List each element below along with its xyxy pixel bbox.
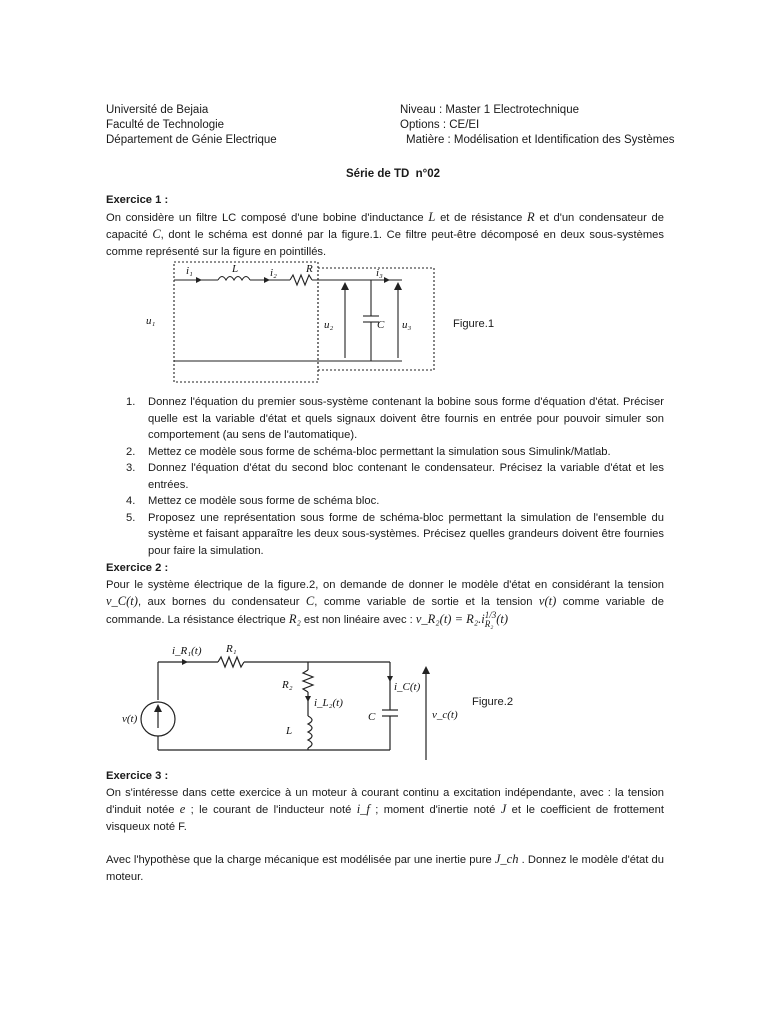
exercise-3 [106,768,664,885]
label-vc: v_c(t) [432,709,458,721]
exercise-2-heading: Exercice 2 : [106,562,169,574]
nonlinear-formula: v_R₂(t) = R₂.i 1/3 R₂ (t) [415,609,509,629]
label-i2: i₂ [270,267,277,279]
page-title: Série de TD n°02 [346,168,441,180]
exercise-1-questions [126,394,664,559]
label-C: C [368,711,376,723]
university-name: Université de Bejaia [106,104,209,116]
level-line: Niveau : Master 1 Electrotechnique [400,104,579,116]
exercise-3-heading: Exercice 3 : [106,770,169,782]
resistor-R2 [303,670,313,692]
label-u3: u₃ [402,319,412,331]
label-iC: i_C(t) [394,681,421,693]
figure-1-caption: Figure.1 [453,318,495,330]
resistor-R [290,275,312,285]
label-R: R [306,263,313,275]
label-iR1: i_R₁(t) [172,645,202,657]
label-R1: R₁ [226,643,237,655]
label-v: v(t) [122,713,138,725]
figure-1-circuit [140,258,450,386]
label-i3: i₃ [376,267,383,279]
label-i1: i₁ [186,265,193,277]
question-2: 2. Mettez ce modèle sous forme de schéma-bloc permettant la simulation sous Simulink/Matlab. [126,445,611,458]
label-u1: u₁ [146,315,156,327]
figure-2-caption: Figure.2 [472,696,514,708]
label-iL2: i_L₂(t) [314,697,343,709]
options-line: Options : CE/EI [400,119,480,131]
resistor-R1 [218,657,244,667]
exercise-2 [106,560,664,629]
label-L: L [286,725,293,737]
department-name: Département de Génie Electrique [106,134,277,146]
question-4: 4. Mettez ce modèle sous forme de schéma bloc. [126,495,380,507]
question-5: 5. Proposez une représentation sous forme de schéma-bloc permettant la simulation de l'ensemble du système et faisant apparaître les deux sous-systèmes. Précisez quelles grandeurs doivent être fournies pour faire la simulation. [126,511,664,557]
exercise-2-text: Pour le système électrique de la figure.2, on demande de donner le modèle d'état en considérant la tension v_C(t), aux bornes du condensateur C, comme variable de sortie et la tension v(t) comme variable de commande. La résistance électrique R₂ est non linéaire avec : v_R₂(t) = R₂.i 1/3 R₂ (t) [106,578,664,629]
question-3: 3. Donnez l'équation d'état du second bloc contenant le condensateur. Précisez la variable d'état et les entrées. [126,462,664,491]
subsystem-2-box [318,268,434,370]
exercise-1-intro: On considère un filtre LC composé d'une bobine d'inductance L et de résistance R et d'un condensateur de capacité C, dont le schéma est donné par la figure.1. Ce filtre peut-être décomposé en deux sous-systèmes comme représenté sur la figure en pointillés. [106,209,664,258]
exercise-1-heading: Exercice 1 : [106,194,169,206]
exercise-1 [106,192,664,260]
figure-2-circuit [122,640,468,768]
header-left [106,103,376,148]
inductor-L [218,277,250,281]
header-right [400,103,700,148]
subject-line: Matière : Modélisation et Identification des Systèmes [406,134,675,146]
exercise-3-question: Avec l'hypothèse que la charge mécanique est modélisée par une inertie pure J_ch . Donnez le modèle d'état du moteur. [106,852,664,883]
inductor-L [308,716,312,748]
exercise-3-text: On s'intéresse dans cette exercice à un moteur à courant continu a excitation indépendante, avec : la tension d'induit notée e ; le courant de l'inducteur noté i_f ; moment d'inertie noté J et le coefficient de frottement visqueux noté F. [106,786,664,833]
faculty-name: Faculté de Technologie [106,119,225,131]
label-R2: R₂ [282,679,293,691]
label-u2: u₂ [324,319,334,331]
label-C: C [377,319,385,331]
label-L: L [232,263,239,275]
question-1: 1. Donnez l'équation du premier sous-système contenant la bobine sous forme d'équation d'état. Préciser quelle est la variable d'état et quels signaux doivent être fournis en entrée pour pouvoir simuler son comportement (au sens de l'automatique). [126,396,664,441]
